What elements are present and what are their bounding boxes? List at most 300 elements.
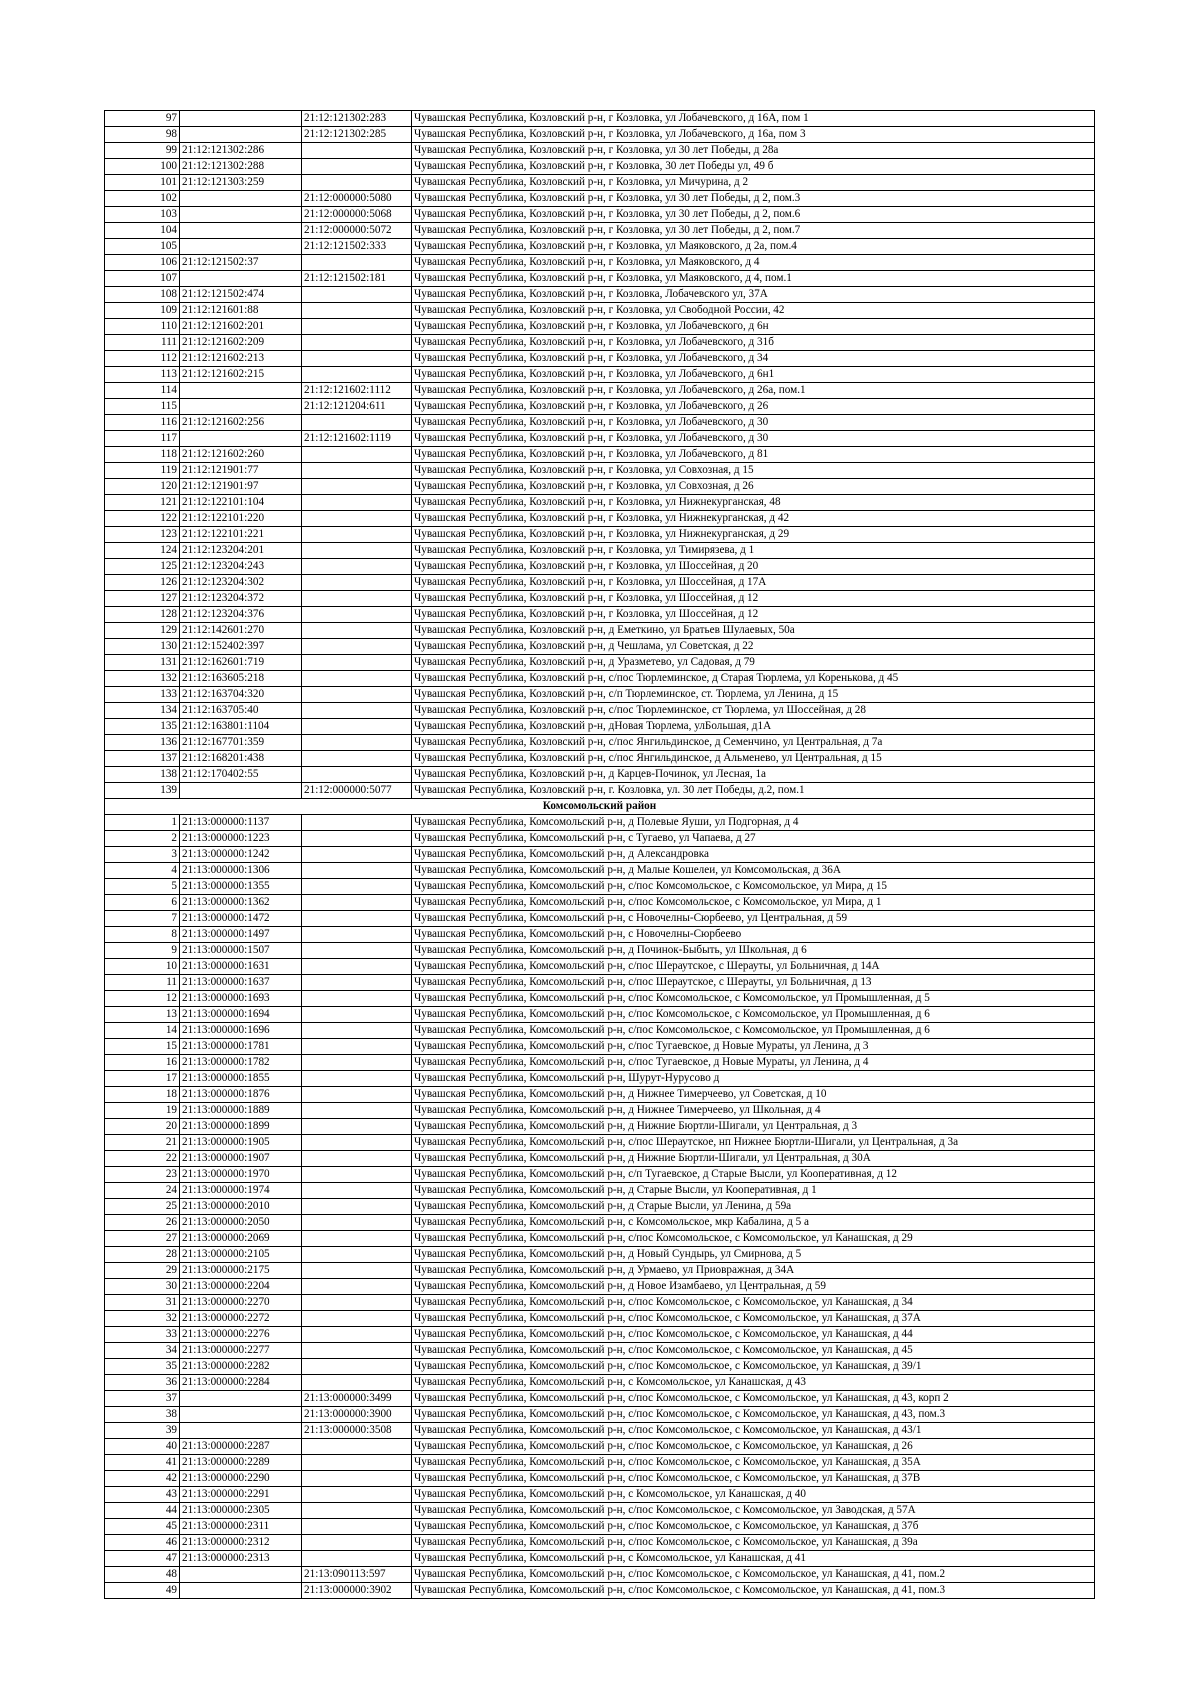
cadastral-number-land — [180, 399, 302, 415]
row-number: 136 — [105, 735, 180, 751]
cadastral-number-premises — [302, 415, 412, 431]
row-number: 108 — [105, 287, 180, 303]
cadastral-number-land: 21:12:122101:104 — [180, 495, 302, 511]
address: Чувашская Республика, Козловский р-н, г Козловка, 30 лет Победы ул, 49 б — [412, 159, 1095, 175]
address: Чувашская Республика, Козловский р-н, г Козловка, ул Маяковского, д 4 — [412, 255, 1095, 271]
row-number: 120 — [105, 479, 180, 495]
cadastral-number-premises — [302, 879, 412, 895]
row-number: 1 — [105, 815, 180, 831]
table-row — [105, 351, 1095, 367]
table-row — [105, 847, 1095, 863]
cadastral-number-premises — [302, 1487, 412, 1503]
address: Чувашская Республика, Комсомольский р-н, с/пос Комсомольское, с Комсомольское, ул Канашская, д 44 — [412, 1327, 1095, 1343]
cadastral-number-land: 21:13:000000:2010 — [180, 1199, 302, 1215]
table-row — [105, 1023, 1095, 1039]
cadastral-number-land: 21:12:168201:438 — [180, 751, 302, 767]
address: Чувашская Республика, Комсомольский р-н, д Старые Высли, ул Кооперативная, д 1 — [412, 1183, 1095, 1199]
cadastral-number-land: 21:12:123204:372 — [180, 591, 302, 607]
row-number: 31 — [105, 1295, 180, 1311]
row-number: 23 — [105, 1167, 180, 1183]
row-number: 36 — [105, 1375, 180, 1391]
cadastral-number-premises — [302, 1023, 412, 1039]
property-table — [104, 110, 1095, 1599]
cadastral-number-premises — [302, 655, 412, 671]
cadastral-number-land: 21:13:000000:1693 — [180, 991, 302, 1007]
address: Чувашская Республика, Комсомольский р-н, с/пос Комсомольское, с Комсомольское, ул Канашская, д 29 — [412, 1231, 1095, 1247]
table-row — [105, 511, 1095, 527]
address: Чувашская Республика, Козловский р-н, г Козловка, ул Шоссейная, д 17А — [412, 575, 1095, 591]
row-number: 47 — [105, 1551, 180, 1567]
row-number: 43 — [105, 1487, 180, 1503]
cadastral-number-premises — [302, 991, 412, 1007]
address: Чувашская Республика, Комсомольский р-н, с/пос Комсомольское, с Комсомольское, ул Промышленная, д 6 — [412, 1007, 1095, 1023]
row-number: 2 — [105, 831, 180, 847]
row-number: 133 — [105, 687, 180, 703]
table-row — [105, 607, 1095, 623]
address: Чувашская Республика, Козловский р-н, г Козловка, ул Свободной России, 42 — [412, 303, 1095, 319]
table-row — [105, 1471, 1095, 1487]
table-row — [105, 1535, 1095, 1551]
address: Чувашская Республика, Козловский р-н, с/пос Тюрлеминское, ст Тюрлема, ул Шоссейная, д 28 — [412, 703, 1095, 719]
table-row — [105, 831, 1095, 847]
table-row — [105, 543, 1095, 559]
cadastral-number-premises — [302, 143, 412, 159]
cadastral-number-land: 21:13:000000:2284 — [180, 1375, 302, 1391]
row-number: 134 — [105, 703, 180, 719]
address: Чувашская Республика, Комсомольский р-н, с/пос Комсомольское, с Комсомольское, ул Мира, д 1 — [412, 895, 1095, 911]
cadastral-number-premises — [302, 1119, 412, 1135]
cadastral-number-premises: 21:13:000000:3508 — [302, 1423, 412, 1439]
cadastral-number-land: 21:13:000000:1497 — [180, 927, 302, 943]
table-row — [105, 1279, 1095, 1295]
cadastral-number-land — [180, 207, 302, 223]
cadastral-number-land — [180, 111, 302, 127]
cadastral-number-land: 21:13:000000:1782 — [180, 1055, 302, 1071]
address: Чувашская Республика, Козловский р-н, г Козловка, ул Лобачевского, д 26 — [412, 399, 1095, 415]
address: Чувашская Республика, Козловский р-н, г Козловка, ул 30 лет Победы, д 28а — [412, 143, 1095, 159]
cadastral-number-premises — [302, 607, 412, 623]
table-row — [105, 1503, 1095, 1519]
cadastral-number-land: 21:12:121602:260 — [180, 447, 302, 463]
cadastral-number-premises — [302, 1551, 412, 1567]
cadastral-number-premises: 21:12:000000:5068 — [302, 207, 412, 223]
row-number: 137 — [105, 751, 180, 767]
address: Чувашская Республика, Комсомольский р-н, д Нижние Бюртли-Шигали, ул Центральная, д 30А — [412, 1151, 1095, 1167]
cadastral-number-premises — [302, 959, 412, 975]
address: Чувашская Республика, Комсомольский р-н, д Александровка — [412, 847, 1095, 863]
row-number: 102 — [105, 191, 180, 207]
row-number: 17 — [105, 1071, 180, 1087]
address: Чувашская Республика, Комсомольский р-н, с/пос Комсомольское, с Комсомольское, ул Канашская, д 41, пом.2 — [412, 1567, 1095, 1583]
cadastral-number-premises — [302, 479, 412, 495]
table-row — [105, 719, 1095, 735]
cadastral-number-land — [180, 431, 302, 447]
row-number: 26 — [105, 1215, 180, 1231]
row-number: 35 — [105, 1359, 180, 1375]
cadastral-number-land: 21:13:000000:2270 — [180, 1295, 302, 1311]
cadastral-number-premises — [302, 751, 412, 767]
table-row — [105, 527, 1095, 543]
row-number: 32 — [105, 1311, 180, 1327]
table-row — [105, 1519, 1095, 1535]
address: Чувашская Республика, Козловский р-н, г Козловка, ул Лобачевского, д 81 — [412, 447, 1095, 463]
cadastral-number-land — [180, 271, 302, 287]
table-row — [105, 1343, 1095, 1359]
cadastral-number-premises — [302, 1231, 412, 1247]
table-row — [105, 1135, 1095, 1151]
cadastral-number-premises: 21:12:121602:1112 — [302, 383, 412, 399]
cadastral-number-land: 21:12:142601:270 — [180, 623, 302, 639]
cadastral-number-land — [180, 783, 302, 799]
row-number: 127 — [105, 591, 180, 607]
cadastral-number-premises — [302, 543, 412, 559]
cadastral-number-land: 21:12:123204:376 — [180, 607, 302, 623]
table-row — [105, 1247, 1095, 1263]
cadastral-number-premises — [302, 575, 412, 591]
address: Чувашская Республика, Комсомольский р-н, с/пос Комсомольское, с Комсомольское, ул Канашская, д 34 — [412, 1295, 1095, 1311]
table-row — [105, 367, 1095, 383]
cadastral-number-premises — [302, 591, 412, 607]
address: Чувашская Республика, Козловский р-н, г Козловка, ул Тимирязева, д 1 — [412, 543, 1095, 559]
cadastral-number-land: 21:12:163605:218 — [180, 671, 302, 687]
cadastral-number-land: 21:13:000000:1781 — [180, 1039, 302, 1055]
row-number: 34 — [105, 1343, 180, 1359]
cadastral-number-land: 21:13:000000:1137 — [180, 815, 302, 831]
table-row — [105, 1007, 1095, 1023]
address: Чувашская Республика, Козловский р-н, г Козловка, ул Шоссейная, д 20 — [412, 559, 1095, 575]
row-number: 135 — [105, 719, 180, 735]
cadastral-number-land — [180, 1423, 302, 1439]
cadastral-number-land: 21:12:121602:213 — [180, 351, 302, 367]
row-number: 118 — [105, 447, 180, 463]
cadastral-number-premises — [302, 1263, 412, 1279]
address: Чувашская Республика, Комсомольский р-н, д Полевые Яуши, ул Подгорная, д 4 — [412, 815, 1095, 831]
address: Чувашская Республика, Комсомольский р-н, с/пос Комсомольское, с Комсомольское, ул Канашская, д 41, пом.3 — [412, 1583, 1095, 1599]
cadastral-number-land: 21:13:000000:1696 — [180, 1023, 302, 1039]
cadastral-number-land: 21:13:000000:2305 — [180, 1503, 302, 1519]
cadastral-number-premises — [302, 1359, 412, 1375]
row-number: 33 — [105, 1327, 180, 1343]
cadastral-number-premises — [302, 1503, 412, 1519]
cadastral-number-land: 21:13:000000:2291 — [180, 1487, 302, 1503]
cadastral-number-land: 21:13:000000:1899 — [180, 1119, 302, 1135]
address: Чувашская Республика, Козловский р-н, д Чешлама, ул Советская, д 22 — [412, 639, 1095, 655]
table-row — [105, 879, 1095, 895]
row-number: 107 — [105, 271, 180, 287]
table-row — [105, 591, 1095, 607]
row-number: 126 — [105, 575, 180, 591]
cadastral-number-land: 21:12:121602:201 — [180, 319, 302, 335]
cadastral-number-land: 21:13:000000:1355 — [180, 879, 302, 895]
row-number: 9 — [105, 943, 180, 959]
cadastral-number-land: 21:13:000000:2276 — [180, 1327, 302, 1343]
address: Чувашская Республика, Комсомольский р-н, с/п Тугаевское, д Старые Высли, ул Кооперативная, д 12 — [412, 1167, 1095, 1183]
table-row — [105, 1359, 1095, 1375]
cadastral-number-land: 21:13:000000:2204 — [180, 1279, 302, 1295]
address: Чувашская Республика, Комсомольский р-н, с/пос Тугаевское, д Новые Мураты, ул Ленина, д 3 — [412, 1039, 1095, 1055]
cadastral-number-land: 21:12:122101:220 — [180, 511, 302, 527]
cadastral-number-land: 21:12:163801:1104 — [180, 719, 302, 735]
cadastral-number-land: 21:12:121901:97 — [180, 479, 302, 495]
address: Чувашская Республика, Комсомольский р-н, с Комсомольское, ул Канашская, д 40 — [412, 1487, 1095, 1503]
cadastral-number-premises — [302, 815, 412, 831]
cadastral-number-land: 21:12:152402:397 — [180, 639, 302, 655]
cadastral-number-premises — [302, 255, 412, 271]
address: Чувашская Республика, Комсомольский р-н, с/пос Комсомольское, с Комсомольское, ул Канашская, д 39а — [412, 1535, 1095, 1551]
row-number: 29 — [105, 1263, 180, 1279]
row-number: 10 — [105, 959, 180, 975]
address: Чувашская Республика, Комсомольский р-н, с/пос Комсомольское, с Комсомольское, ул Канашская, д 26 — [412, 1439, 1095, 1455]
table-row — [105, 191, 1095, 207]
cadastral-number-premises — [302, 895, 412, 911]
address: Чувашская Республика, Комсомольский р-н, с/пос Комсомольское, с Комсомольское, ул Канашская, д 43, корп 2 — [412, 1391, 1095, 1407]
table-row — [105, 1167, 1095, 1183]
table-row — [105, 911, 1095, 927]
row-number: 38 — [105, 1407, 180, 1423]
cadastral-number-land: 21:13:000000:2050 — [180, 1215, 302, 1231]
table-row — [105, 1551, 1095, 1567]
row-number: 46 — [105, 1535, 180, 1551]
address: Чувашская Республика, Козловский р-н, г Козловка, Лобачевского ул, 37А — [412, 287, 1095, 303]
row-number: 122 — [105, 511, 180, 527]
address: Чувашская Республика, Комсомольский р-н, д Нижнее Тимерчеево, ул Школьная, д 4 — [412, 1103, 1095, 1119]
address: Чувашская Республика, Комсомольский р-н, д Малые Кошелеи, ул Комсомольская, д 36А — [412, 863, 1095, 879]
address: Чувашская Республика, Козловский р-н, г Козловка, ул 30 лет Победы, д 2, пом.7 — [412, 223, 1095, 239]
cadastral-number-premises: 21:12:121302:285 — [302, 127, 412, 143]
address: Чувашская Республика, Козловский р-н, г Козловка, ул Маяковского, д 2а, пом.4 — [412, 239, 1095, 255]
cadastral-number-land — [180, 383, 302, 399]
cadastral-number-land: 21:12:122101:221 — [180, 527, 302, 543]
cadastral-number-premises — [302, 1135, 412, 1151]
address: Чувашская Республика, Козловский р-н, д Карцев-Починок, ул Лесная, 1а — [412, 767, 1095, 783]
cadastral-number-premises — [302, 1471, 412, 1487]
address: Чувашская Республика, Козловский р-н, г Козловка, ул 30 лет Победы, д 2, пом.6 — [412, 207, 1095, 223]
row-number: 112 — [105, 351, 180, 367]
table-row — [105, 1151, 1095, 1167]
table-row — [105, 1199, 1095, 1215]
cadastral-number-land: 21:12:121302:288 — [180, 159, 302, 175]
table-row — [105, 1311, 1095, 1327]
address: Чувашская Республика, Комсомольский р-н, с/пос Комсомольское, с Комсомольское, ул Канашская, д 35А — [412, 1455, 1095, 1471]
table-row — [105, 1391, 1095, 1407]
cadastral-number-land: 21:13:000000:1472 — [180, 911, 302, 927]
cadastral-number-land: 21:12:121302:286 — [180, 143, 302, 159]
cadastral-number-land — [180, 127, 302, 143]
row-number: 109 — [105, 303, 180, 319]
row-number: 97 — [105, 111, 180, 127]
table-row — [105, 447, 1095, 463]
table-row — [105, 239, 1095, 255]
row-number: 5 — [105, 879, 180, 895]
row-number: 27 — [105, 1231, 180, 1247]
row-number: 3 — [105, 847, 180, 863]
address: Чувашская Республика, Комсомольский р-н, с/пос Комсомольское, с Комсомольское, ул Канашская, д 37А — [412, 1311, 1095, 1327]
address: Чувашская Республика, Козловский р-н, дНовая Тюрлема, улБольшая, д1А — [412, 719, 1095, 735]
cadastral-number-premises — [302, 1535, 412, 1551]
address: Чувашская Республика, Комсомольский р-н, с/пос Шераутское, с Шерауты, ул Больничная, д 13 — [412, 975, 1095, 991]
table-row — [105, 383, 1095, 399]
address: Чувашская Республика, Козловский р-н, г Козловка, ул Лобачевского, д 16а, пом 3 — [412, 127, 1095, 143]
row-number: 48 — [105, 1567, 180, 1583]
address: Чувашская Республика, Козловский р-н, г Козловка, ул Лобачевского, д 30 — [412, 415, 1095, 431]
cadastral-number-land: 21:13:000000:1905 — [180, 1135, 302, 1151]
cadastral-number-premises — [302, 303, 412, 319]
row-number: 111 — [105, 335, 180, 351]
cadastral-number-premises — [302, 527, 412, 543]
cadastral-number-premises: 21:12:121502:333 — [302, 239, 412, 255]
table-row — [105, 1439, 1095, 1455]
address: Чувашская Республика, Козловский р-н, г Козловка, ул Лобачевского, д 26а, пом.1 — [412, 383, 1095, 399]
cadastral-number-premises: 21:13:000000:3900 — [302, 1407, 412, 1423]
address: Чувашская Республика, Козловский р-н, г Козловка, ул Нижнекурганская, 48 — [412, 495, 1095, 511]
table-row — [105, 1407, 1095, 1423]
table-row — [105, 207, 1095, 223]
table-row — [105, 895, 1095, 911]
cadastral-number-premises — [302, 671, 412, 687]
cadastral-number-land: 21:12:123204:243 — [180, 559, 302, 575]
row-number: 125 — [105, 559, 180, 575]
cadastral-number-premises — [302, 351, 412, 367]
cadastral-number-land: 21:13:000000:2282 — [180, 1359, 302, 1375]
cadastral-number-premises: 21:13:090113:597 — [302, 1567, 412, 1583]
table-row — [105, 687, 1095, 703]
row-number: 115 — [105, 399, 180, 415]
row-number: 15 — [105, 1039, 180, 1055]
cadastral-number-land: 21:13:000000:2069 — [180, 1231, 302, 1247]
table-row — [105, 1215, 1095, 1231]
cadastral-number-premises — [302, 1279, 412, 1295]
row-number: 21 — [105, 1135, 180, 1151]
table-row — [105, 1567, 1095, 1583]
address: Чувашская Республика, Козловский р-н, г Козловка, ул Шоссейная, д 12 — [412, 591, 1095, 607]
table-row — [105, 1055, 1095, 1071]
cadastral-number-premises — [302, 1327, 412, 1343]
row-number: 19 — [105, 1103, 180, 1119]
cadastral-number-land: 21:12:121901:77 — [180, 463, 302, 479]
row-number: 18 — [105, 1087, 180, 1103]
table-row — [105, 1087, 1095, 1103]
cadastral-number-land — [180, 191, 302, 207]
cadastral-number-land: 21:13:000000:1974 — [180, 1183, 302, 1199]
cadastral-number-premises — [302, 287, 412, 303]
cadastral-number-premises — [302, 1007, 412, 1023]
table-row — [105, 1231, 1095, 1247]
address: Чувашская Республика, Комсомольский р-н, с Комсомольское, ул Канашская, д 41 — [412, 1551, 1095, 1567]
address: Чувашская Республика, Комсомольский р-н, с Тугаево, ул Чапаева, д 27 — [412, 831, 1095, 847]
row-number: 25 — [105, 1199, 180, 1215]
cadastral-number-premises — [302, 1455, 412, 1471]
cadastral-number-premises — [302, 847, 412, 863]
address: Чувашская Республика, Комсомольский р-н, с/пос Шераутское, нп Нижнее Бюртли-Шигали, ул Центральная, д 3а — [412, 1135, 1095, 1151]
table-row — [105, 1071, 1095, 1087]
table-row — [105, 975, 1095, 991]
cadastral-number-land — [180, 1567, 302, 1583]
address: Чувашская Республика, Комсомольский р-н, с/пос Комсомольское, с Комсомольское, ул Промышленная, д 6 — [412, 1023, 1095, 1039]
row-number: 114 — [105, 383, 180, 399]
cadastral-number-premises — [302, 511, 412, 527]
table-row — [105, 431, 1095, 447]
table-row — [105, 1119, 1095, 1135]
cadastral-number-premises — [302, 367, 412, 383]
address: Чувашская Республика, Козловский р-н, г Козловка, ул Лобачевского, д 31б — [412, 335, 1095, 351]
table-row — [105, 1455, 1095, 1471]
address: Чувашская Республика, Козловский р-н, г Козловка, ул Лобачевского, д 34 — [412, 351, 1095, 367]
row-number: 8 — [105, 927, 180, 943]
cadastral-number-land: 21:12:167701:359 — [180, 735, 302, 751]
cadastral-number-land: 21:12:123204:201 — [180, 543, 302, 559]
row-number: 105 — [105, 239, 180, 255]
address: Чувашская Республика, Козловский р-н, г Козловка, ул Совхозная, д 26 — [412, 479, 1095, 495]
cadastral-number-land — [180, 1391, 302, 1407]
cadastral-number-land: 21:13:000000:2312 — [180, 1535, 302, 1551]
table-row — [105, 495, 1095, 511]
row-number: 39 — [105, 1423, 180, 1439]
address: Чувашская Республика, Комсомольский р-н, д Нижнее Тимерчеево, ул Советская, д 10 — [412, 1087, 1095, 1103]
row-number: 139 — [105, 783, 180, 799]
cadastral-number-land: 21:12:121602:215 — [180, 367, 302, 383]
cadastral-number-premises — [302, 559, 412, 575]
row-number: 6 — [105, 895, 180, 911]
address: Чувашская Республика, Комсомольский р-н, с/пос Комсомольское, с Комсомольское, ул Мира, д 15 — [412, 879, 1095, 895]
table-row — [105, 159, 1095, 175]
cadastral-number-land: 21:12:121502:37 — [180, 255, 302, 271]
cadastral-number-premises: 21:12:000000:5072 — [302, 223, 412, 239]
cadastral-number-premises — [302, 1343, 412, 1359]
address: Чувашская Республика, Комсомольский р-н, Шурут-Нурусово д — [412, 1071, 1095, 1087]
address: Чувашская Республика, Козловский р-н, г Козловка, ул Нижнекурганская, д 29 — [412, 527, 1095, 543]
table-row — [105, 175, 1095, 191]
row-number: 49 — [105, 1583, 180, 1599]
cadastral-number-premises — [302, 767, 412, 783]
row-number: 113 — [105, 367, 180, 383]
table-row — [105, 655, 1095, 671]
row-number: 110 — [105, 319, 180, 335]
row-number: 11 — [105, 975, 180, 991]
cadastral-number-premises — [302, 703, 412, 719]
cadastral-number-premises — [302, 1311, 412, 1327]
table-row — [105, 1263, 1095, 1279]
row-number: 42 — [105, 1471, 180, 1487]
table-row — [105, 1295, 1095, 1311]
cadastral-number-land: 21:12:170402:55 — [180, 767, 302, 783]
cadastral-number-premises — [302, 831, 412, 847]
row-number: 123 — [105, 527, 180, 543]
cadastral-number-premises: 21:13:000000:3499 — [302, 1391, 412, 1407]
table-row — [105, 479, 1095, 495]
cadastral-number-premises — [302, 1375, 412, 1391]
address: Чувашская Республика, Комсомольский р-н, с/пос Комсомольское, с Комсомольское, ул Канашская, д 37б — [412, 1519, 1095, 1535]
address: Чувашская Республика, Комсомольский р-н, д Старые Высли, ул Ленина, д 59а — [412, 1199, 1095, 1215]
row-number: 130 — [105, 639, 180, 655]
cadastral-number-premises — [302, 1167, 412, 1183]
row-number: 106 — [105, 255, 180, 271]
row-number: 4 — [105, 863, 180, 879]
address: Чувашская Республика, Комсомольский р-н, с/пос Комсомольское, с Комсомольское, ул Канашская, д 43/1 — [412, 1423, 1095, 1439]
table-row — [105, 927, 1095, 943]
cadastral-number-land: 21:12:121601:88 — [180, 303, 302, 319]
table-row — [105, 1583, 1095, 1599]
address: Чувашская Республика, Козловский р-н, г Козловка, ул 30 лет Победы, д 2, пом.3 — [412, 191, 1095, 207]
row-number: 103 — [105, 207, 180, 223]
cadastral-number-premises — [302, 159, 412, 175]
table-row — [105, 1039, 1095, 1055]
address: Чувашская Республика, Козловский р-н, с/п Тюрлеминское, ст. Тюрлема, ул Ленина, д 15 — [412, 687, 1095, 703]
table-row — [105, 255, 1095, 271]
cadastral-number-land: 21:12:123204:302 — [180, 575, 302, 591]
cadastral-number-premises — [302, 1247, 412, 1263]
cadastral-number-land: 21:12:162601:719 — [180, 655, 302, 671]
row-number: 100 — [105, 159, 180, 175]
